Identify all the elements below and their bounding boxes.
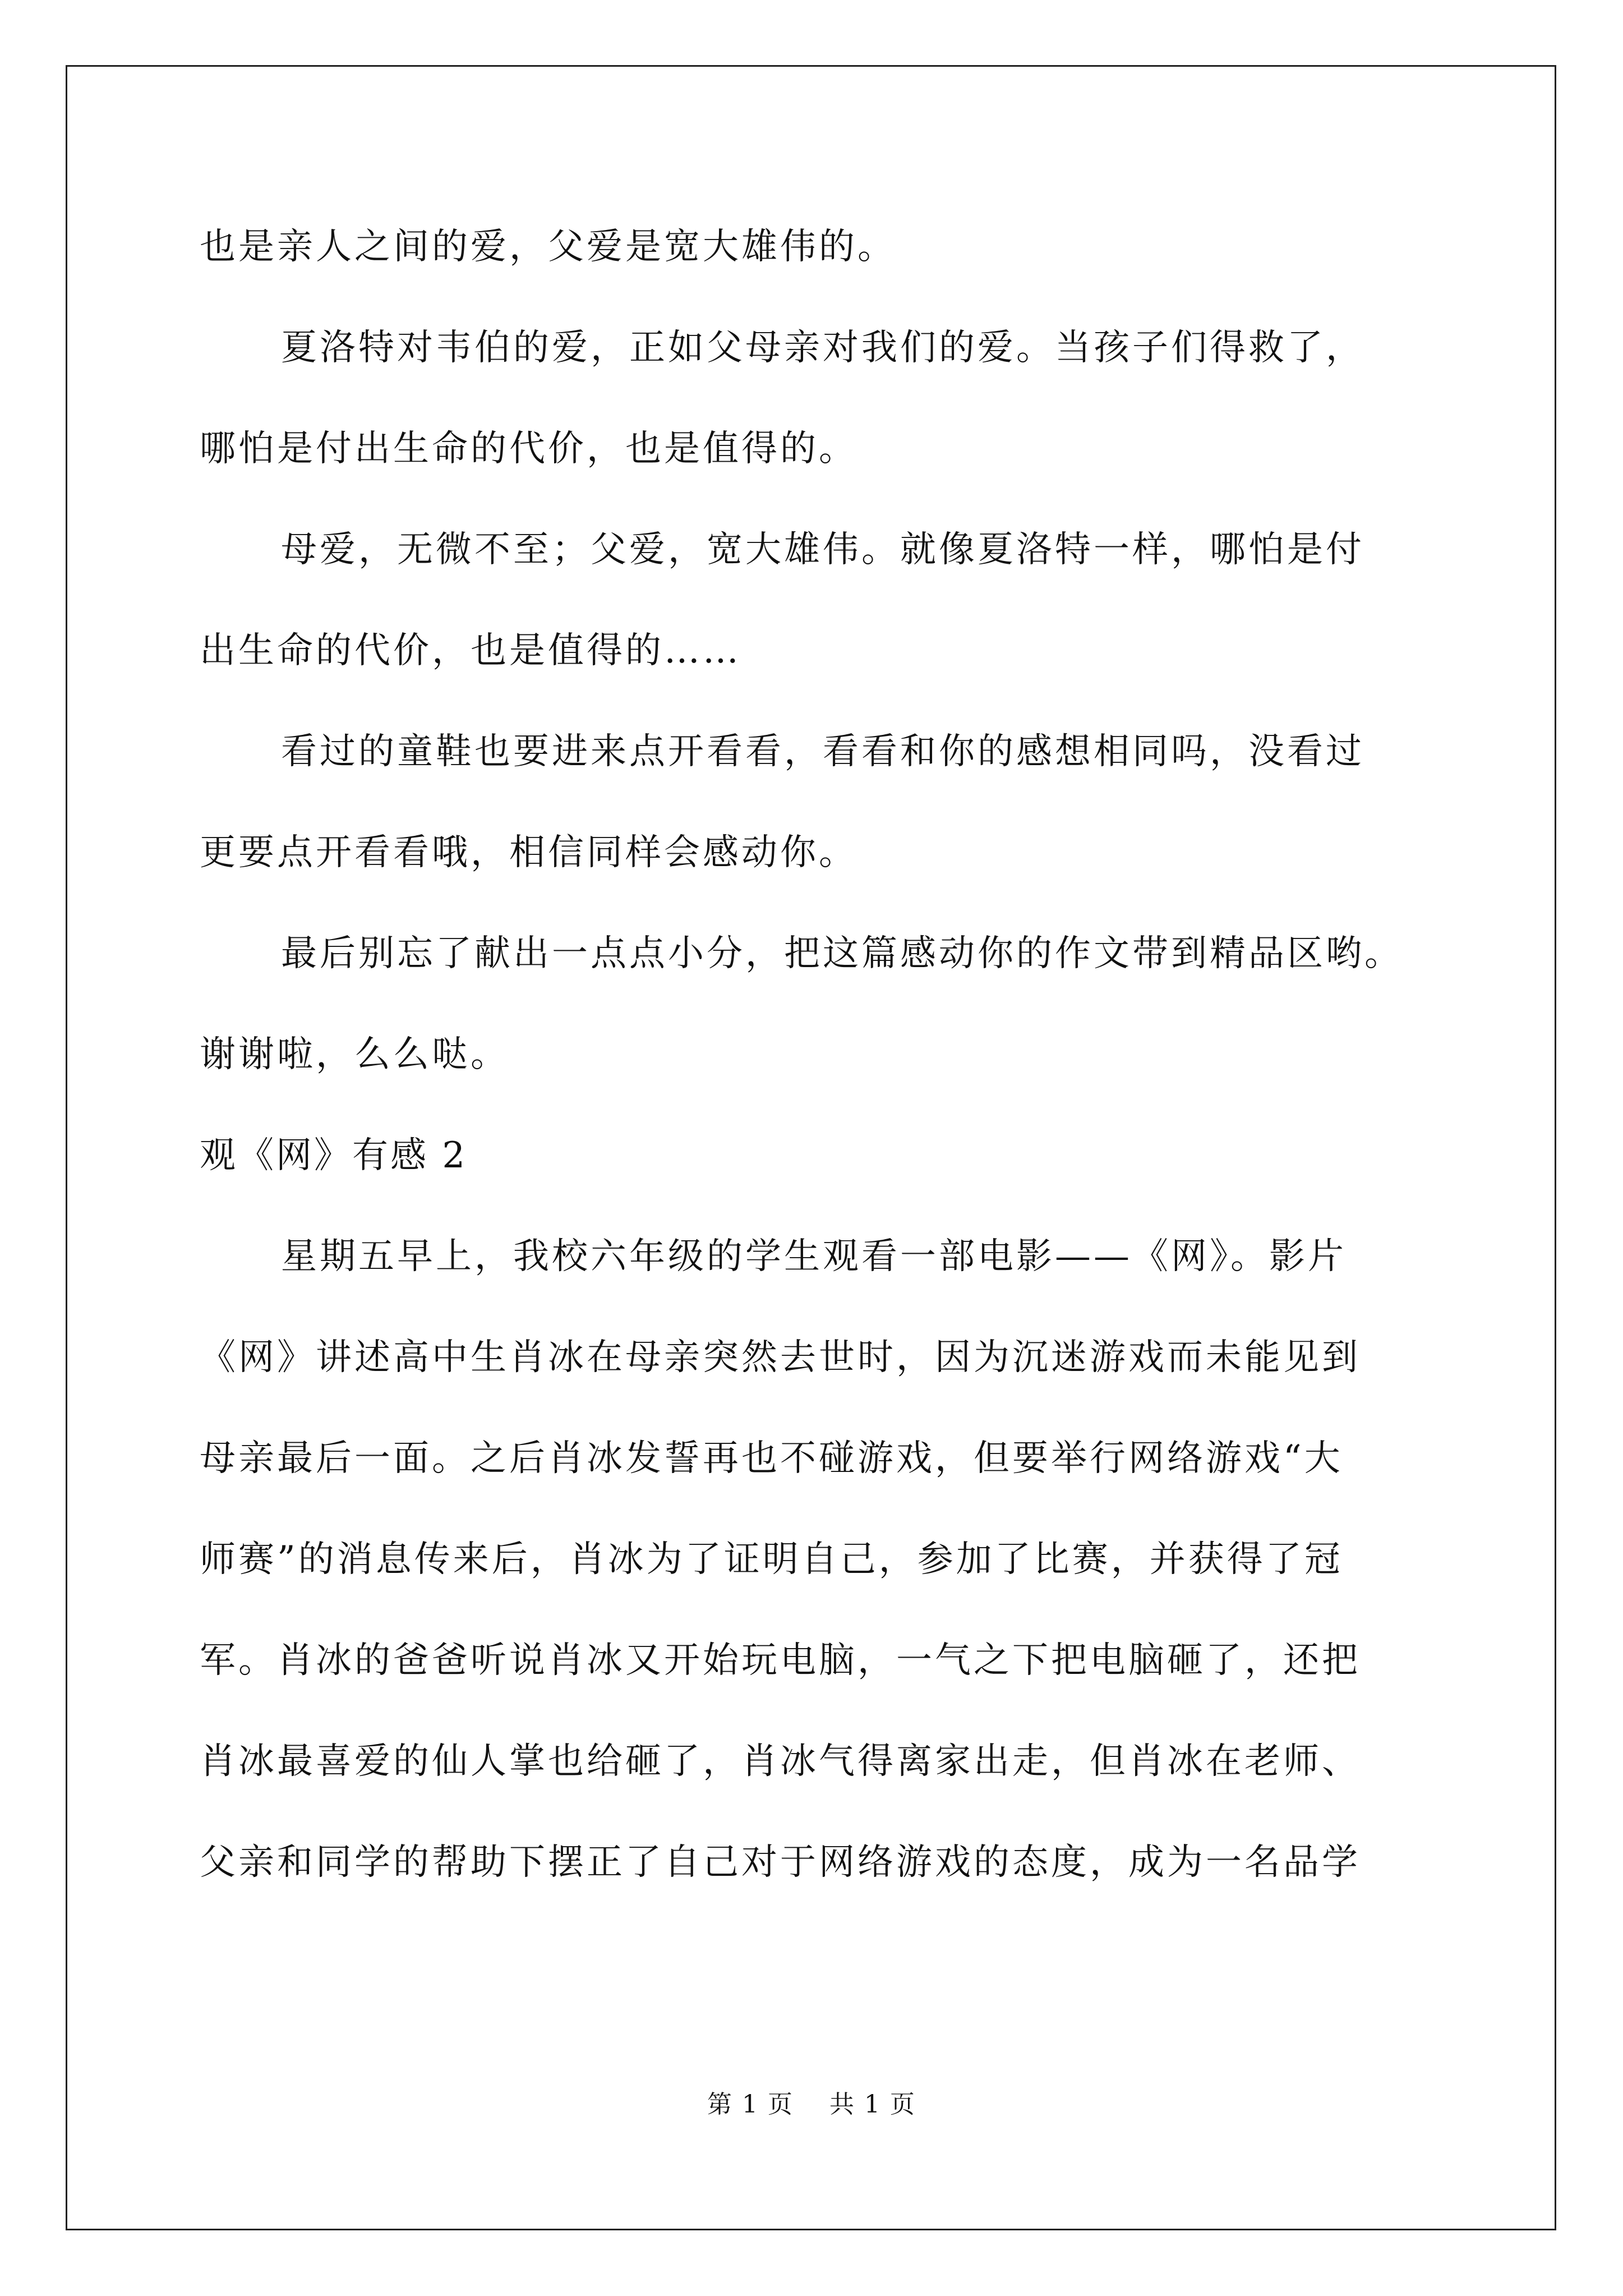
text-line: 出生命的代价，也是值得的……	[200, 630, 741, 671]
text-line: 也是亲人之间的爱，父爱是宽大雄伟的。	[200, 226, 896, 268]
text-line: 夏洛特对韦伯的爱，正如父母亲对我们的爱。当孩子们得救了，	[281, 327, 1364, 369]
text-line: 看过的童鞋也要进来点开看看，看看和你的感想相同吗，没看过	[281, 731, 1364, 772]
text-line: 星期五早上，我校六年级的学生观看一部电影——《网》。影片	[281, 1236, 1347, 1277]
text-line: 军。肖冰的爸爸听说肖冰又开始玩电脑，一气之下把电脑砸了，还把	[200, 1640, 1361, 1681]
text-line: 师赛”的消息传来后，肖冰为了证明自己，参加了比赛，并获得了冠	[200, 1539, 1343, 1580]
text-line: 更要点开看看哦，相信同样会感动你。	[200, 832, 857, 873]
page-footer: 第 1 页 共 1 页	[707, 2090, 916, 2119]
text-line: 父亲和同学的帮助下摆正了自己对于网络游戏的态度，成为一名品学	[200, 1842, 1361, 1883]
text-line: 肖冰最喜爱的仙人掌也给砸了，肖冰气得离家出走，但肖冰在老师、	[200, 1741, 1361, 1782]
text-line: 最后别忘了献出一点点小分，把这篇感动你的作文带到精品区哟。	[281, 933, 1403, 974]
text-line: 母亲最后一面。之后肖冰发誓再也不碰游戏，但要举行网络游戏“大	[200, 1438, 1343, 1479]
text-line: 母爱，无微不至；父爱，宽大雄伟。就像夏洛特一样，哪怕是付	[281, 529, 1364, 570]
section-heading: 观《网》有感 2	[200, 1135, 468, 1176]
text-line: 《网》讲述高中生肖冰在母亲突然去世时，因为沉迷游戏而未能见到	[200, 1337, 1361, 1378]
text-line: 哪怕是付出生命的代价，也是值得的。	[200, 428, 857, 470]
document-body	[200, 208, 1490, 1924]
text-line: 谢谢啦，么么哒。	[200, 1034, 509, 1075]
